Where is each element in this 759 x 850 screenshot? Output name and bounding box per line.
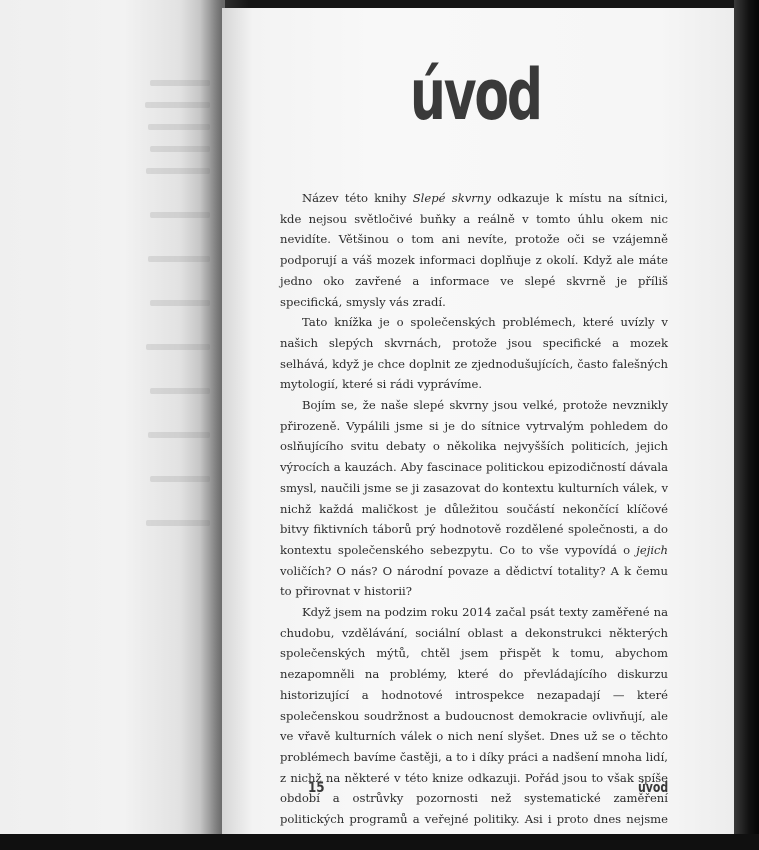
paragraph: Tato knížka je o společenských problémech, které uvízly v našich slepých skvrnách, protože jsou specifické a mozek selhává, když je chce doplnit ze zjednodušujících, často falešných mytologií, které si rádi vyprávíme. xyxy=(280,315,668,392)
paragraph: Bojím se, že naše slepé skvrny jsou velké, protože nevznikly přirozeně. Vypálili jsme si je do sítnice vytrvalým pohledem do oslňujícího svitu debaty o několika nejvyšších politicích, jejich výrocích a kauzách. Aby fascinace politickou epizodičností dávala smysl, naučili jsme se ji zasazovat do kontextu kulturních válek, v nichž každá maličkost je důležitou součástí nekončící klíčové bitvy fiktivních táborů prý hodnotově rozdělené společnosti, a do kontextu společenského sebezpytu. Co to vše vypovídá o jejich voličích? O nás? O národní povaze a dědictví totality? A k čemu to přirovnat v historii? xyxy=(280,398,668,599)
page-number: 15 xyxy=(308,780,325,796)
running-head: úvod xyxy=(638,780,669,796)
right-book-edge xyxy=(734,0,759,850)
bottom-scan-edge xyxy=(0,834,759,850)
previous-page-edge xyxy=(0,0,225,850)
paragraph: Když jsem na podzim roku 2014 začal psát texty zaměřené na chudobu, vzdělávání, sociální oblast a dekonstrukci některých společenských mýtů, chtěl jsem přispět k tomu, abychom nezapomněli na problémy, které do převládajícího diskurzu historizující a hodnotové introspekce nezapadají — které společenskou soudržnost a budoucnost demokracie ovlivňují, ale ve vřavě kulturních válek o nich není slyšet. Dnes už se o těchto problémech bavíme častěji, a to i díky práci a nadšení mnoha lidí, z nichž na některé v této knize odkazuji. Pořád jsou to však spíše období a ostrůvky pozornosti než systematické zaměření politických programů a veřejné politiky. Asi i proto dnes nejsme xyxy=(280,605,668,827)
paragraph: Název této knihy Slepé skvrny odkazuje k místu na sítnici, kde nejsou světločivé buňky a reálně v tomto úhlu okem nic nevidíte. Většinou o tom ani nevíte, protože oči se vzájemně podporují a váš mozek informaci doplňuje z okolí. Když ale máte jedno oko zavřené a informace ve slepé skvrně je příliš specifická, smysly vás zradí. xyxy=(280,191,668,309)
chapter-title: úvod xyxy=(410,54,541,136)
body-text xyxy=(280,188,668,850)
book-page xyxy=(222,8,736,834)
